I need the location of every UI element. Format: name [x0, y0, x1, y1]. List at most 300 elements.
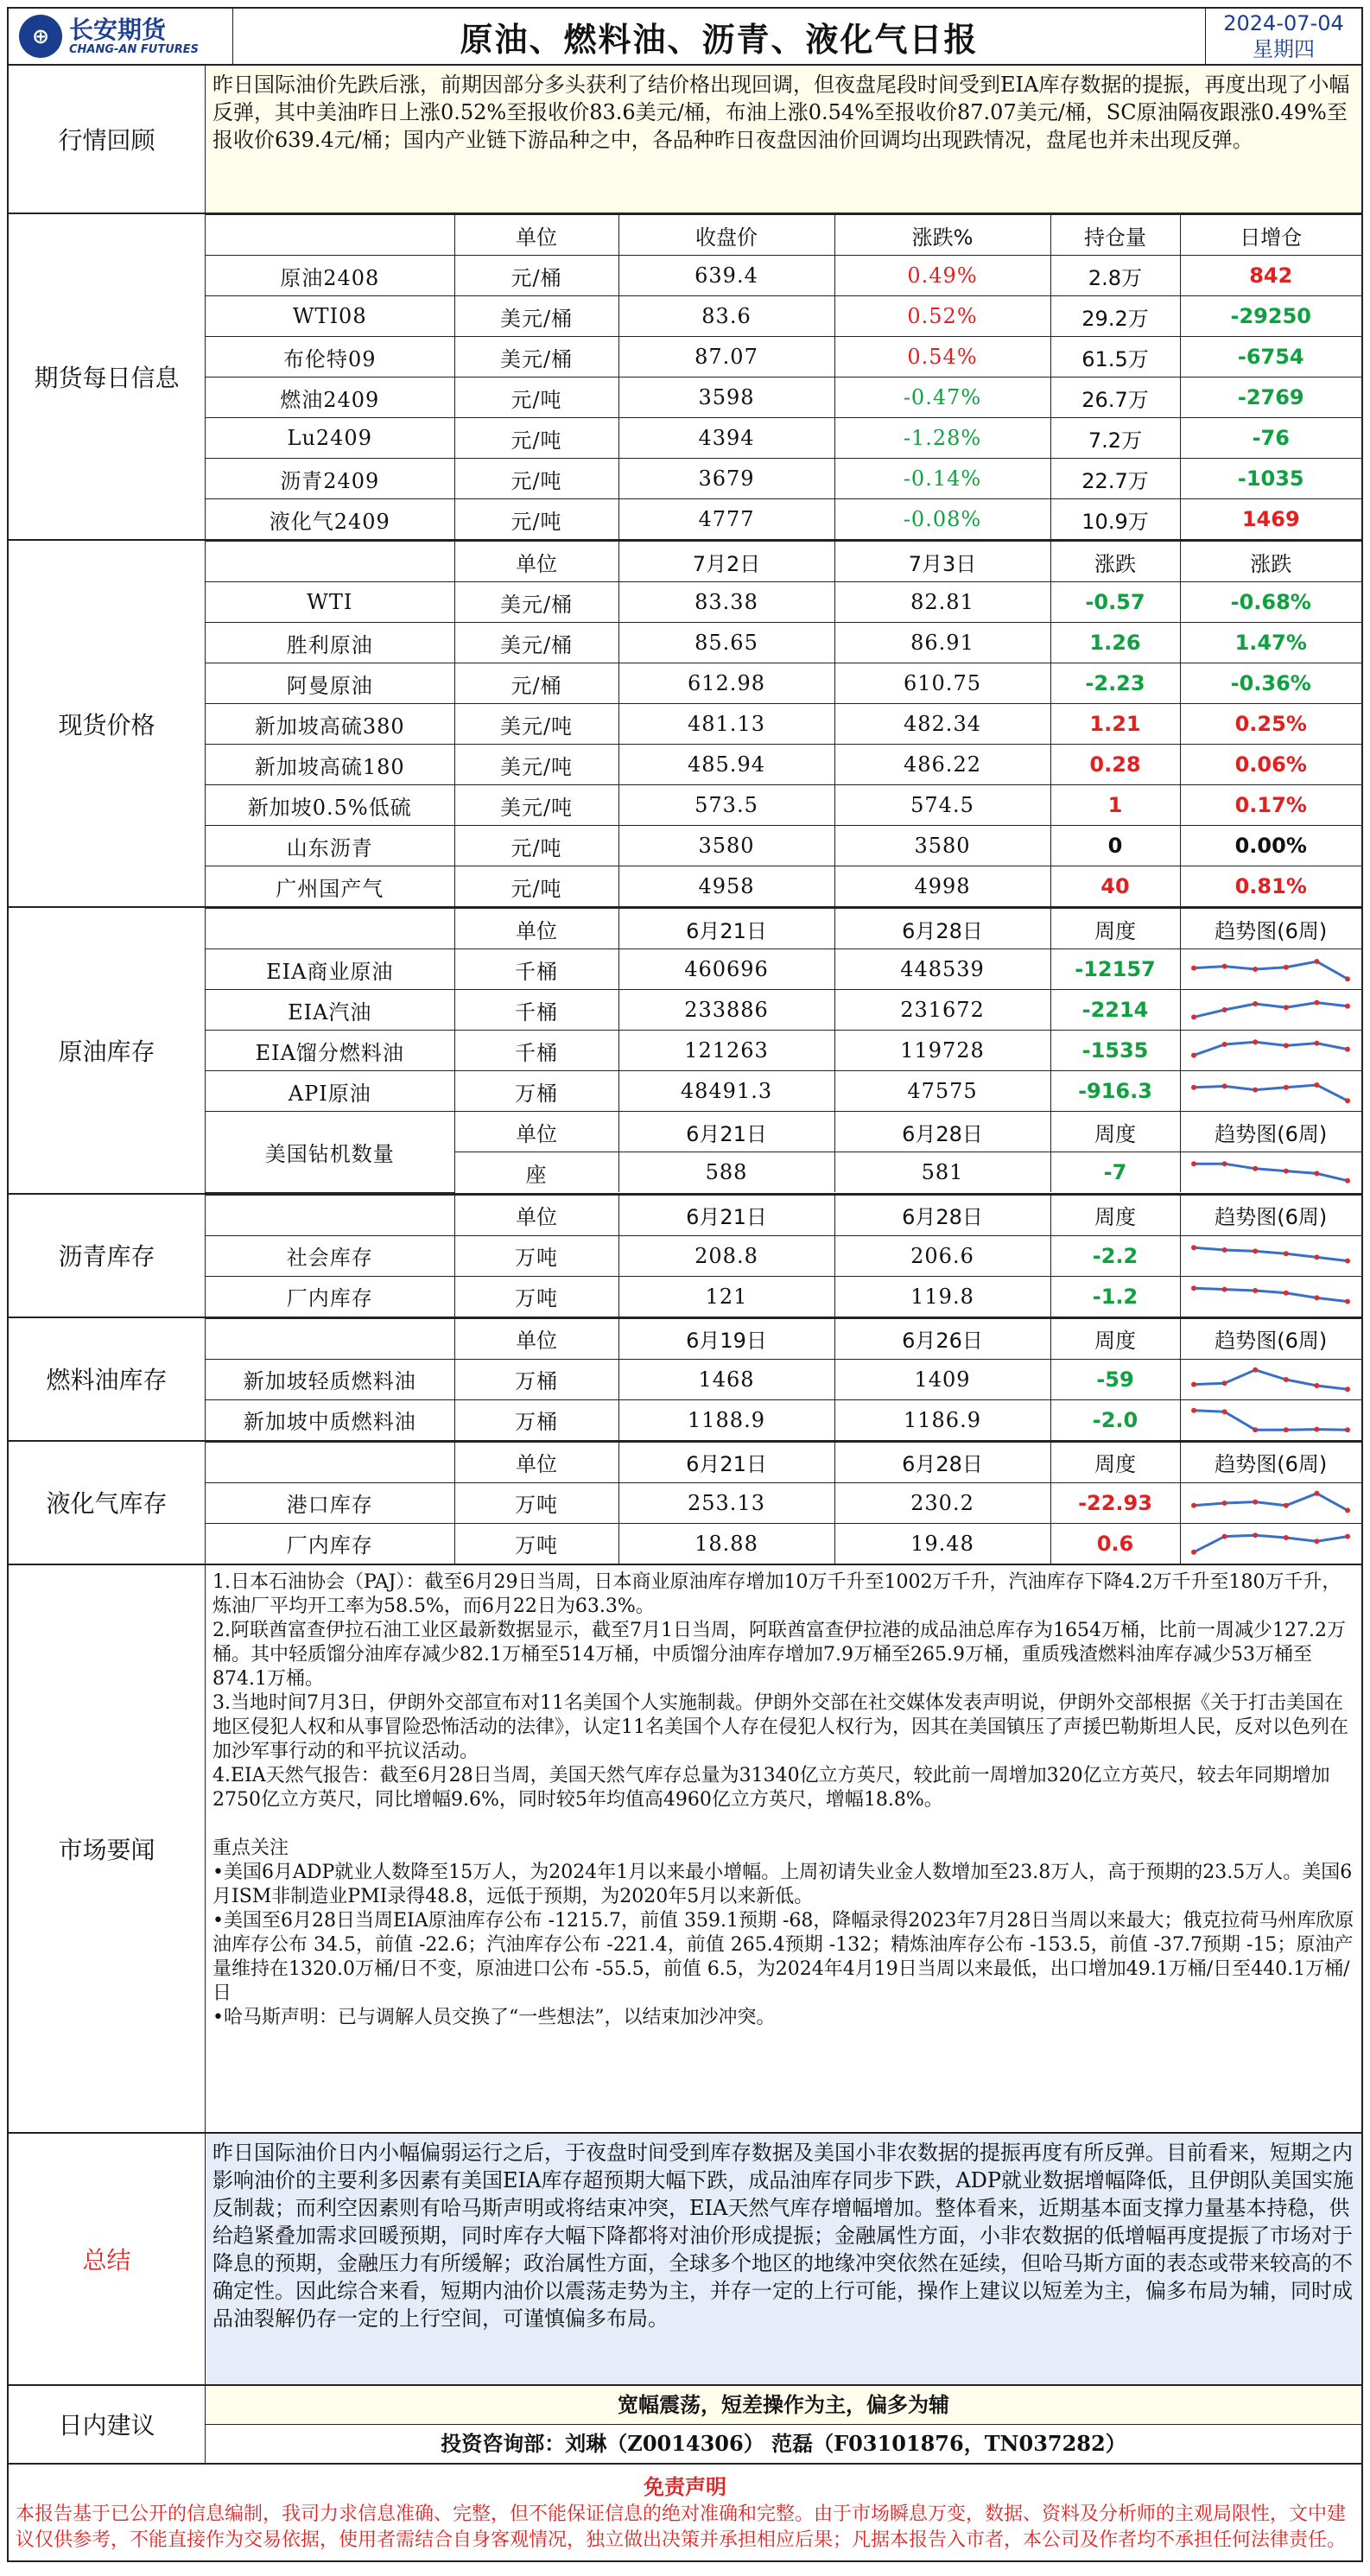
value-prev: 48491.3 [618, 1071, 834, 1112]
unit: 千桶 [454, 949, 618, 990]
trend-sparkline [1189, 952, 1353, 987]
daily-oi-change: -6754 [1180, 337, 1361, 378]
weekly-change: -2214 [1050, 990, 1180, 1031]
trend-point [1345, 1427, 1350, 1432]
rig-header-row [206, 1112, 1361, 1152]
trend-point [1345, 1047, 1350, 1052]
table-row [206, 1235, 1361, 1276]
value-prev: 1188.9 [618, 1399, 834, 1440]
inventory-name: 社会库存 [206, 1235, 454, 1276]
trend-point [1191, 966, 1196, 971]
unit: 千桶 [454, 990, 618, 1031]
unit: 元/吨 [454, 378, 618, 418]
inventory-name: 厂内库存 [206, 1276, 454, 1317]
news-paragraph [212, 1812, 1354, 1837]
trend-point [1345, 1386, 1350, 1392]
inventory-name: EIA馏分燃料油 [206, 1031, 454, 1071]
futures-label: 期货每日信息 [9, 214, 206, 539]
trend-point [1222, 1501, 1227, 1506]
trend-line [1194, 1085, 1348, 1101]
trend-point [1191, 1285, 1196, 1291]
summary-section [9, 2134, 1361, 2386]
trend-cell [1180, 949, 1361, 990]
trend-point [1315, 1171, 1320, 1176]
column-header: 6月28日 [834, 1442, 1050, 1482]
table-row [206, 623, 1361, 663]
trend-sparkline [1189, 1155, 1353, 1190]
table-row [206, 418, 1361, 459]
summary-label: 总结 [9, 2134, 206, 2384]
price-change: 1.26 [1050, 623, 1180, 663]
price-day1: 85.65 [618, 623, 834, 663]
price-change: 40 [1050, 866, 1180, 907]
unit: 万桶 [454, 1399, 618, 1440]
change-pct: 0.49% [834, 256, 1050, 296]
weekly-change: 0.6 [1050, 1523, 1180, 1564]
trend-point [1191, 1085, 1196, 1090]
fuel-inventory-label: 燃料油库存 [9, 1318, 206, 1440]
column-header: 周度 [1050, 1442, 1180, 1482]
value-prev: 208.8 [618, 1235, 834, 1276]
unit: 元/桶 [454, 256, 618, 296]
price-change-pct: 0.81% [1180, 866, 1361, 907]
price-change: 1 [1050, 785, 1180, 826]
product-name: 山东沥青 [206, 826, 454, 866]
column-header: 6月19日 [618, 1318, 834, 1359]
header-row [206, 909, 1361, 949]
trend-point [1284, 1502, 1289, 1507]
trend-point [1345, 1533, 1350, 1539]
change-pct: -0.47% [834, 378, 1050, 418]
column-header: 涨跌 [1050, 542, 1180, 582]
news-paragraph: •哈马斯声明：已与调解人员交换了“一些想法”，以结束加沙冲突。 [212, 2006, 776, 2028]
table-row [206, 826, 1361, 866]
column-header: 6月21日 [618, 909, 834, 949]
logo-en: CHANG-AN FUTURES [69, 42, 200, 56]
price-day2: 86.91 [834, 623, 1050, 663]
trend-line [1194, 1164, 1348, 1181]
unit: 美元/吨 [454, 745, 618, 785]
table-row [206, 499, 1361, 540]
trend-line [1194, 1369, 1348, 1388]
change-pct: -0.08% [834, 499, 1050, 540]
analyst-info: 投资咨询部：刘琳（Z0014306） 范磊（F03101876，TN037282） [441, 2430, 1126, 2456]
trend-point [1315, 1295, 1320, 1300]
trend-sparkline [1189, 1239, 1353, 1273]
spot-section [9, 541, 1361, 908]
price-change-pct: -0.36% [1180, 663, 1361, 704]
fuel-inventory-section [9, 1318, 1361, 1442]
trend-point [1222, 964, 1227, 969]
trend-point [1253, 1166, 1258, 1171]
crude-inventory-label: 原油库存 [9, 908, 206, 1193]
column-header: 单位 [454, 909, 618, 949]
focus-heading: 重点关注 [212, 1837, 289, 1859]
trend-point [1253, 1288, 1258, 1293]
unit: 万吨 [454, 1235, 618, 1276]
trend-point [1315, 1426, 1320, 1431]
report-header [9, 9, 1361, 66]
trend-cell [1180, 1399, 1361, 1440]
spot-label: 现货价格 [9, 541, 206, 906]
trend-sparkline [1189, 1362, 1353, 1397]
table-row [206, 1276, 1361, 1317]
table-row [206, 459, 1361, 499]
header-row [206, 1318, 1361, 1359]
spot-table [206, 541, 1361, 906]
trend-point [1191, 1245, 1196, 1250]
price-change-pct: 0.06% [1180, 745, 1361, 785]
unit: 元/吨 [454, 418, 618, 459]
weekly-change: -22.93 [1050, 1482, 1180, 1523]
column-header: 周度 [1050, 1318, 1180, 1359]
trend-point [1284, 1290, 1289, 1295]
price-day1: 3580 [618, 826, 834, 866]
trend-line [1194, 1493, 1348, 1510]
open-interest: 22.7万 [1050, 459, 1180, 499]
close-price: 87.07 [618, 337, 834, 378]
close-price: 3679 [618, 459, 834, 499]
value-latest: 1409 [834, 1359, 1050, 1399]
trend-line [1194, 1042, 1348, 1055]
price-day2: 610.75 [834, 663, 1050, 704]
rig-count-name: 美国钻机数量 [206, 1112, 454, 1193]
table-row [206, 745, 1361, 785]
column-header: 6月21日 [618, 1195, 834, 1235]
open-interest: 10.9万 [1050, 499, 1180, 540]
trend-point [1253, 1039, 1258, 1044]
trend-cell [1180, 1523, 1361, 1564]
trend-point [1222, 1042, 1227, 1047]
contract-name: 燃油2409 [206, 378, 454, 418]
unit: 元/吨 [454, 866, 618, 907]
product-name: 胜利原油 [206, 623, 454, 663]
trend-sparkline [1189, 1074, 1353, 1108]
trend-point [1253, 1427, 1258, 1432]
trend-point [1191, 1053, 1196, 1058]
table-row [206, 296, 1361, 337]
open-interest: 61.5万 [1050, 337, 1180, 378]
unit: 美元/桶 [454, 296, 618, 337]
daily-oi-change: 1469 [1180, 499, 1361, 540]
column-header: 单位 [454, 1442, 618, 1482]
table-row [206, 256, 1361, 296]
inventory-name: 新加坡轻质燃料油 [206, 1359, 454, 1399]
weekly-change: -12157 [1050, 949, 1180, 990]
price-day1: 4958 [618, 866, 834, 907]
trend-point [1284, 1085, 1289, 1090]
column-header [206, 1318, 454, 1359]
unit: 美元/桶 [454, 337, 618, 378]
trend-cell [1180, 1482, 1361, 1523]
unit: 万桶 [454, 1071, 618, 1112]
value-latest: 47575 [834, 1071, 1050, 1112]
news-section [9, 1565, 1361, 2134]
table-row [206, 785, 1361, 826]
price-change: -0.57 [1050, 582, 1180, 623]
asphalt-inventory-section [9, 1195, 1361, 1318]
trend-cell [1180, 1276, 1361, 1317]
trend-point [1222, 1083, 1227, 1088]
value-prev: 233886 [618, 990, 834, 1031]
review-label: 行情回顾 [9, 66, 206, 213]
trend-point [1315, 1041, 1320, 1046]
product-name: 新加坡高硫380 [206, 704, 454, 745]
table-row [206, 1482, 1361, 1523]
product-name: 新加坡高硫180 [206, 745, 454, 785]
trend-point [1284, 1169, 1289, 1174]
column-header: 6月21日 [618, 1442, 834, 1482]
trend-line [1194, 1003, 1348, 1018]
trend-point [1222, 1380, 1227, 1386]
unit: 元/吨 [454, 459, 618, 499]
review-text: 昨日国际油价先跌后涨，前期因部分多头获利了结价格出现回调，但夜盘尾段时间受到EIA库存数据的提振，再度出现了小幅反弹，其中美油昨日上涨0.52%至报收价83.6美元/桶，布油上涨0.54%至报收价87.07美元/桶，SC原油隔夜跟涨0.49%至报收价639.4元/桶；国内产业链下游品种之中，各品种昨日夜盘因油价回调均出现跌情况，盘尾也并未出现反弹。 [212, 73, 1350, 152]
price-day2: 3580 [834, 826, 1050, 866]
trend-point [1222, 1533, 1227, 1539]
column-header: 6月28日 [834, 909, 1050, 949]
trend-point [1191, 1502, 1196, 1507]
lpg-inventory-section [9, 1442, 1361, 1565]
column-header: 趋势图(6周) [1180, 1318, 1361, 1359]
unit: 万桶 [454, 1359, 618, 1399]
header-row [206, 1195, 1361, 1235]
lpg-inventory-table [206, 1442, 1361, 1564]
table-row [206, 1523, 1361, 1564]
trend-point [1315, 1490, 1320, 1495]
trend-sparkline [1189, 993, 1353, 1027]
daily-oi-change: -1035 [1180, 459, 1361, 499]
news-paragraph: 2.阿联酋富查伊拉石油工业区最新数据显示，截至7月1日当周，阿联酋富查伊拉港的成品油总库存为1654万桶，比前一周减少127.2万桶。其中轻质馏分油库存减少82.1万桶至514万桶，中质馏分油库存增加7.9万桶至265.9万桶，重质残渣燃料油库存减少53万桶至874.1万桶。 [212, 1619, 1346, 1690]
value-prev: 121 [618, 1276, 834, 1317]
open-interest: 29.2万 [1050, 296, 1180, 337]
trend-point [1284, 1005, 1289, 1010]
trend-point [1253, 1088, 1258, 1093]
column-header: 7月2日 [618, 542, 834, 582]
trend-sparkline [1189, 1033, 1353, 1068]
value-latest: 1186.9 [834, 1399, 1050, 1440]
value-latest: 119728 [834, 1031, 1050, 1071]
open-interest: 7.2万 [1050, 418, 1180, 459]
price-change: 1.21 [1050, 704, 1180, 745]
disclaimer [9, 2465, 1361, 2560]
trend-point [1315, 1383, 1320, 1388]
trend-point [1222, 1007, 1227, 1012]
table-row [206, 949, 1361, 990]
column-header: 6月26日 [834, 1318, 1050, 1359]
column-header: 单位 [454, 542, 618, 582]
trend-sparkline [1189, 1486, 1353, 1520]
trend-line [1194, 1535, 1348, 1552]
table-row [206, 990, 1361, 1031]
table-row [206, 663, 1361, 704]
price-change-pct: 1.47% [1180, 623, 1361, 663]
close-price: 4777 [618, 499, 834, 540]
inventory-name: 新加坡中质燃料油 [206, 1399, 454, 1440]
column-header: 趋势图(6周) [1180, 1112, 1361, 1152]
column-header [206, 1442, 454, 1482]
unit: 元/桶 [454, 663, 618, 704]
trend-point [1284, 965, 1289, 970]
daily-oi-change: 842 [1180, 256, 1361, 296]
daily-oi-change: -29250 [1180, 296, 1361, 337]
trend-point [1191, 1014, 1196, 1019]
unit: 美元/吨 [454, 704, 618, 745]
price-day1: 573.5 [618, 785, 834, 826]
advice-section [9, 2386, 1361, 2465]
column-header: 涨跌% [834, 215, 1050, 256]
trend-point [1315, 1082, 1320, 1088]
disclaimer-title: 免责声明 [644, 2474, 726, 2499]
table-row [206, 1399, 1361, 1440]
change-pct: 0.54% [834, 337, 1050, 378]
news-paragraph: 4.EIA天然气报告：截至6月28日当周，美国天然气库存总量为31340亿立方英尺，较此前一周增加320亿立方英尺，较去年同期增加2750亿立方英尺，同比增幅9.6%，同时较5年均值高4960亿立方英尺，增幅18.8%。 [212, 1764, 1330, 1811]
unit: 万吨 [454, 1523, 618, 1564]
weekly-change: -916.3 [1050, 1071, 1180, 1112]
contract-name: 沥青2409 [206, 459, 454, 499]
value-latest: 230.2 [834, 1482, 1050, 1523]
contract-name: WTI08 [206, 296, 454, 337]
contract-name: 液化气2409 [206, 499, 454, 540]
open-interest: 2.8万 [1050, 256, 1180, 296]
value-prev: 460696 [618, 949, 834, 990]
price-change: 0 [1050, 826, 1180, 866]
inventory-name: API原油 [206, 1071, 454, 1112]
unit: 千桶 [454, 1031, 618, 1071]
column-header: 趋势图(6周) [1180, 909, 1361, 949]
inventory-name: 厂内库存 [206, 1523, 454, 1564]
news-paragraph: •美国6月ADP就业人数降至15万人，为2024年1月以来最小增幅。上周初请失业金人数增加至23.8万人，高于预期的23.5万人。美国6月ISM非制造业PMI录得48.8，远低于预期，为2020年5月以来新低。 [212, 1861, 1353, 1907]
unit: 元/吨 [454, 826, 618, 866]
value-prev: 588 [618, 1152, 834, 1193]
price-day1: 612.98 [618, 663, 834, 704]
trend-point [1315, 959, 1320, 964]
value-latest: 581 [834, 1152, 1050, 1193]
trend-point [1345, 1178, 1350, 1183]
weekly-change: -7 [1050, 1152, 1180, 1193]
weekly-change: -59 [1050, 1359, 1180, 1399]
weekly-change: -1535 [1050, 1031, 1180, 1071]
trend-point [1345, 1298, 1350, 1304]
column-header: 6月21日 [618, 1112, 834, 1152]
trend-point [1345, 1098, 1350, 1103]
close-price: 4394 [618, 418, 834, 459]
trend-cell [1180, 1031, 1361, 1071]
lpg-inventory-label: 液化气库存 [9, 1442, 206, 1564]
change-pct: -0.14% [834, 459, 1050, 499]
table-row [206, 582, 1361, 623]
table-row [206, 1359, 1361, 1399]
weekly-change: -2.0 [1050, 1399, 1180, 1440]
unit: 元/吨 [454, 499, 618, 540]
trend-point [1315, 1000, 1320, 1006]
price-day1: 83.38 [618, 582, 834, 623]
table-row [206, 866, 1361, 907]
news-paragraph: 3.当地时间7月3日，伊朗外交部宣布对11名美国个人实施制裁。伊朗外交部在社交媒体发表声明说，伊朗外交部根据《关于打击美国在地区侵犯人权和从事冒险恐怖活动的法律》，认定11名美国个人存在侵犯人权行为，因其在美国镇压了声援巴勒斯坦人民，反对以色列在加沙军事行动的和平抗议活动。 [212, 1691, 1348, 1762]
trend-cell [1180, 990, 1361, 1031]
report-page [7, 7, 1363, 2562]
trend-point [1222, 1286, 1227, 1291]
contract-name: Lu2409 [206, 418, 454, 459]
value-prev: 18.88 [618, 1523, 834, 1564]
trend-sparkline [1189, 1403, 1353, 1437]
trend-point [1191, 1161, 1196, 1166]
price-change-pct: 0.00% [1180, 826, 1361, 866]
trend-line [1194, 1288, 1348, 1301]
trend-point [1345, 1258, 1350, 1263]
close-price: 83.6 [618, 296, 834, 337]
report-date: 2024-07-04 [1223, 11, 1344, 35]
review-section [9, 66, 1361, 214]
column-header: 收盘价 [618, 215, 834, 256]
open-interest: 26.7万 [1050, 378, 1180, 418]
column-header: 涨跌 [1180, 542, 1361, 582]
price-day2: 82.81 [834, 582, 1050, 623]
header-row [206, 1442, 1361, 1482]
table-row [206, 704, 1361, 745]
trend-point [1315, 1254, 1320, 1259]
table-row [206, 378, 1361, 418]
product-name: 阿曼原油 [206, 663, 454, 704]
crude-inventory-section [9, 908, 1361, 1195]
value-latest: 206.6 [834, 1235, 1050, 1276]
price-change: 0.28 [1050, 745, 1180, 785]
trend-point [1253, 1532, 1258, 1538]
price-day2: 482.34 [834, 704, 1050, 745]
contract-name: 原油2408 [206, 256, 454, 296]
product-name: 新加坡0.5%低硫 [206, 785, 454, 826]
logo-cn: 长安期货 [69, 15, 167, 44]
contract-name: 布伦特09 [206, 337, 454, 378]
report-weekday: 星期四 [1253, 37, 1315, 61]
trend-point [1345, 976, 1350, 981]
futures-table [206, 214, 1361, 539]
column-header: 7月3日 [834, 542, 1050, 582]
value-latest: 231672 [834, 990, 1050, 1031]
trend-point [1345, 1507, 1350, 1513]
disclaimer-text: 本报告基于已公开的信息编制，我司力求信息准确、完整，但不能保证信息的绝对准确和完整。由于市场瞬息万变，数据、资料及分析师的主观局限性，文中建议仅供参考，不能直接作为交易依据，使用者需结合自身客观情况，独立做出决策并承担相应后果；凡据本报告入市者，本公司及作者均不承担任何法律责任。 [16, 2503, 1347, 2551]
change-pct: -1.28% [834, 418, 1050, 459]
table-row [206, 1031, 1361, 1071]
trend-point [1284, 1251, 1289, 1256]
trend-point [1253, 967, 1258, 972]
inventory-name: EIA汽油 [206, 990, 454, 1031]
value-latest: 19.48 [834, 1523, 1050, 1564]
news-label: 市场要闻 [9, 1565, 206, 2132]
trend-point [1191, 1407, 1196, 1412]
column-header: 单位 [454, 1112, 618, 1152]
company-logo [9, 9, 233, 64]
column-header: 单位 [454, 1318, 618, 1359]
price-change-pct: 0.25% [1180, 704, 1361, 745]
trend-point [1222, 1161, 1227, 1166]
column-header: 单位 [454, 1195, 618, 1235]
daily-oi-change: -2769 [1180, 378, 1361, 418]
trend-point [1222, 1247, 1227, 1253]
date-box [1205, 9, 1361, 64]
column-header [206, 215, 454, 256]
close-price: 3598 [618, 378, 834, 418]
value-prev: 253.13 [618, 1482, 834, 1523]
trend-point [1191, 1381, 1196, 1386]
column-header [206, 909, 454, 949]
value-latest: 448539 [834, 949, 1050, 990]
trend-line [1194, 1410, 1348, 1429]
trend-point [1253, 1367, 1258, 1372]
asphalt-inventory-table [206, 1195, 1361, 1317]
trend-cell [1180, 1235, 1361, 1276]
price-day1: 485.94 [618, 745, 834, 785]
summary-text: 昨日国际油价日内小幅偏弱运行之后，于夜盘时间受到库存数据及美国小非农数据的提振再度有所反弹。目前看来，短期之内影响油价的主要利多因素有美国EIA库存超预期大幅下跌，成品油库存同步下跌，ADP就业数据增幅降低，且伊朗队美国实施反制裁；而利空因素则有哈马斯声明或将结束冲突，EIA天然气库存增幅增加。整体看来，近期基本面支撑力量基本持稳，供给趋紧叠加需求回暖预期，同时库存大幅下降都将对油价形成提振；金融属性方面，小非农数据的低增幅再度提振了市场对于降息的预期，金融压力有所缓解；政治属性方面，全球多个地区的地缘冲突依然在延续，但哈马斯方面的表态或带来较高的不确定性。因此综合来看，短期内油价以震荡走势为主，并存一定的上行可能，操作上建议以短差为主，偏多布局为辅，同时成品油裂解仍存一定的上行空间，可谨慎偏多布局。 [212, 2140, 1354, 2331]
